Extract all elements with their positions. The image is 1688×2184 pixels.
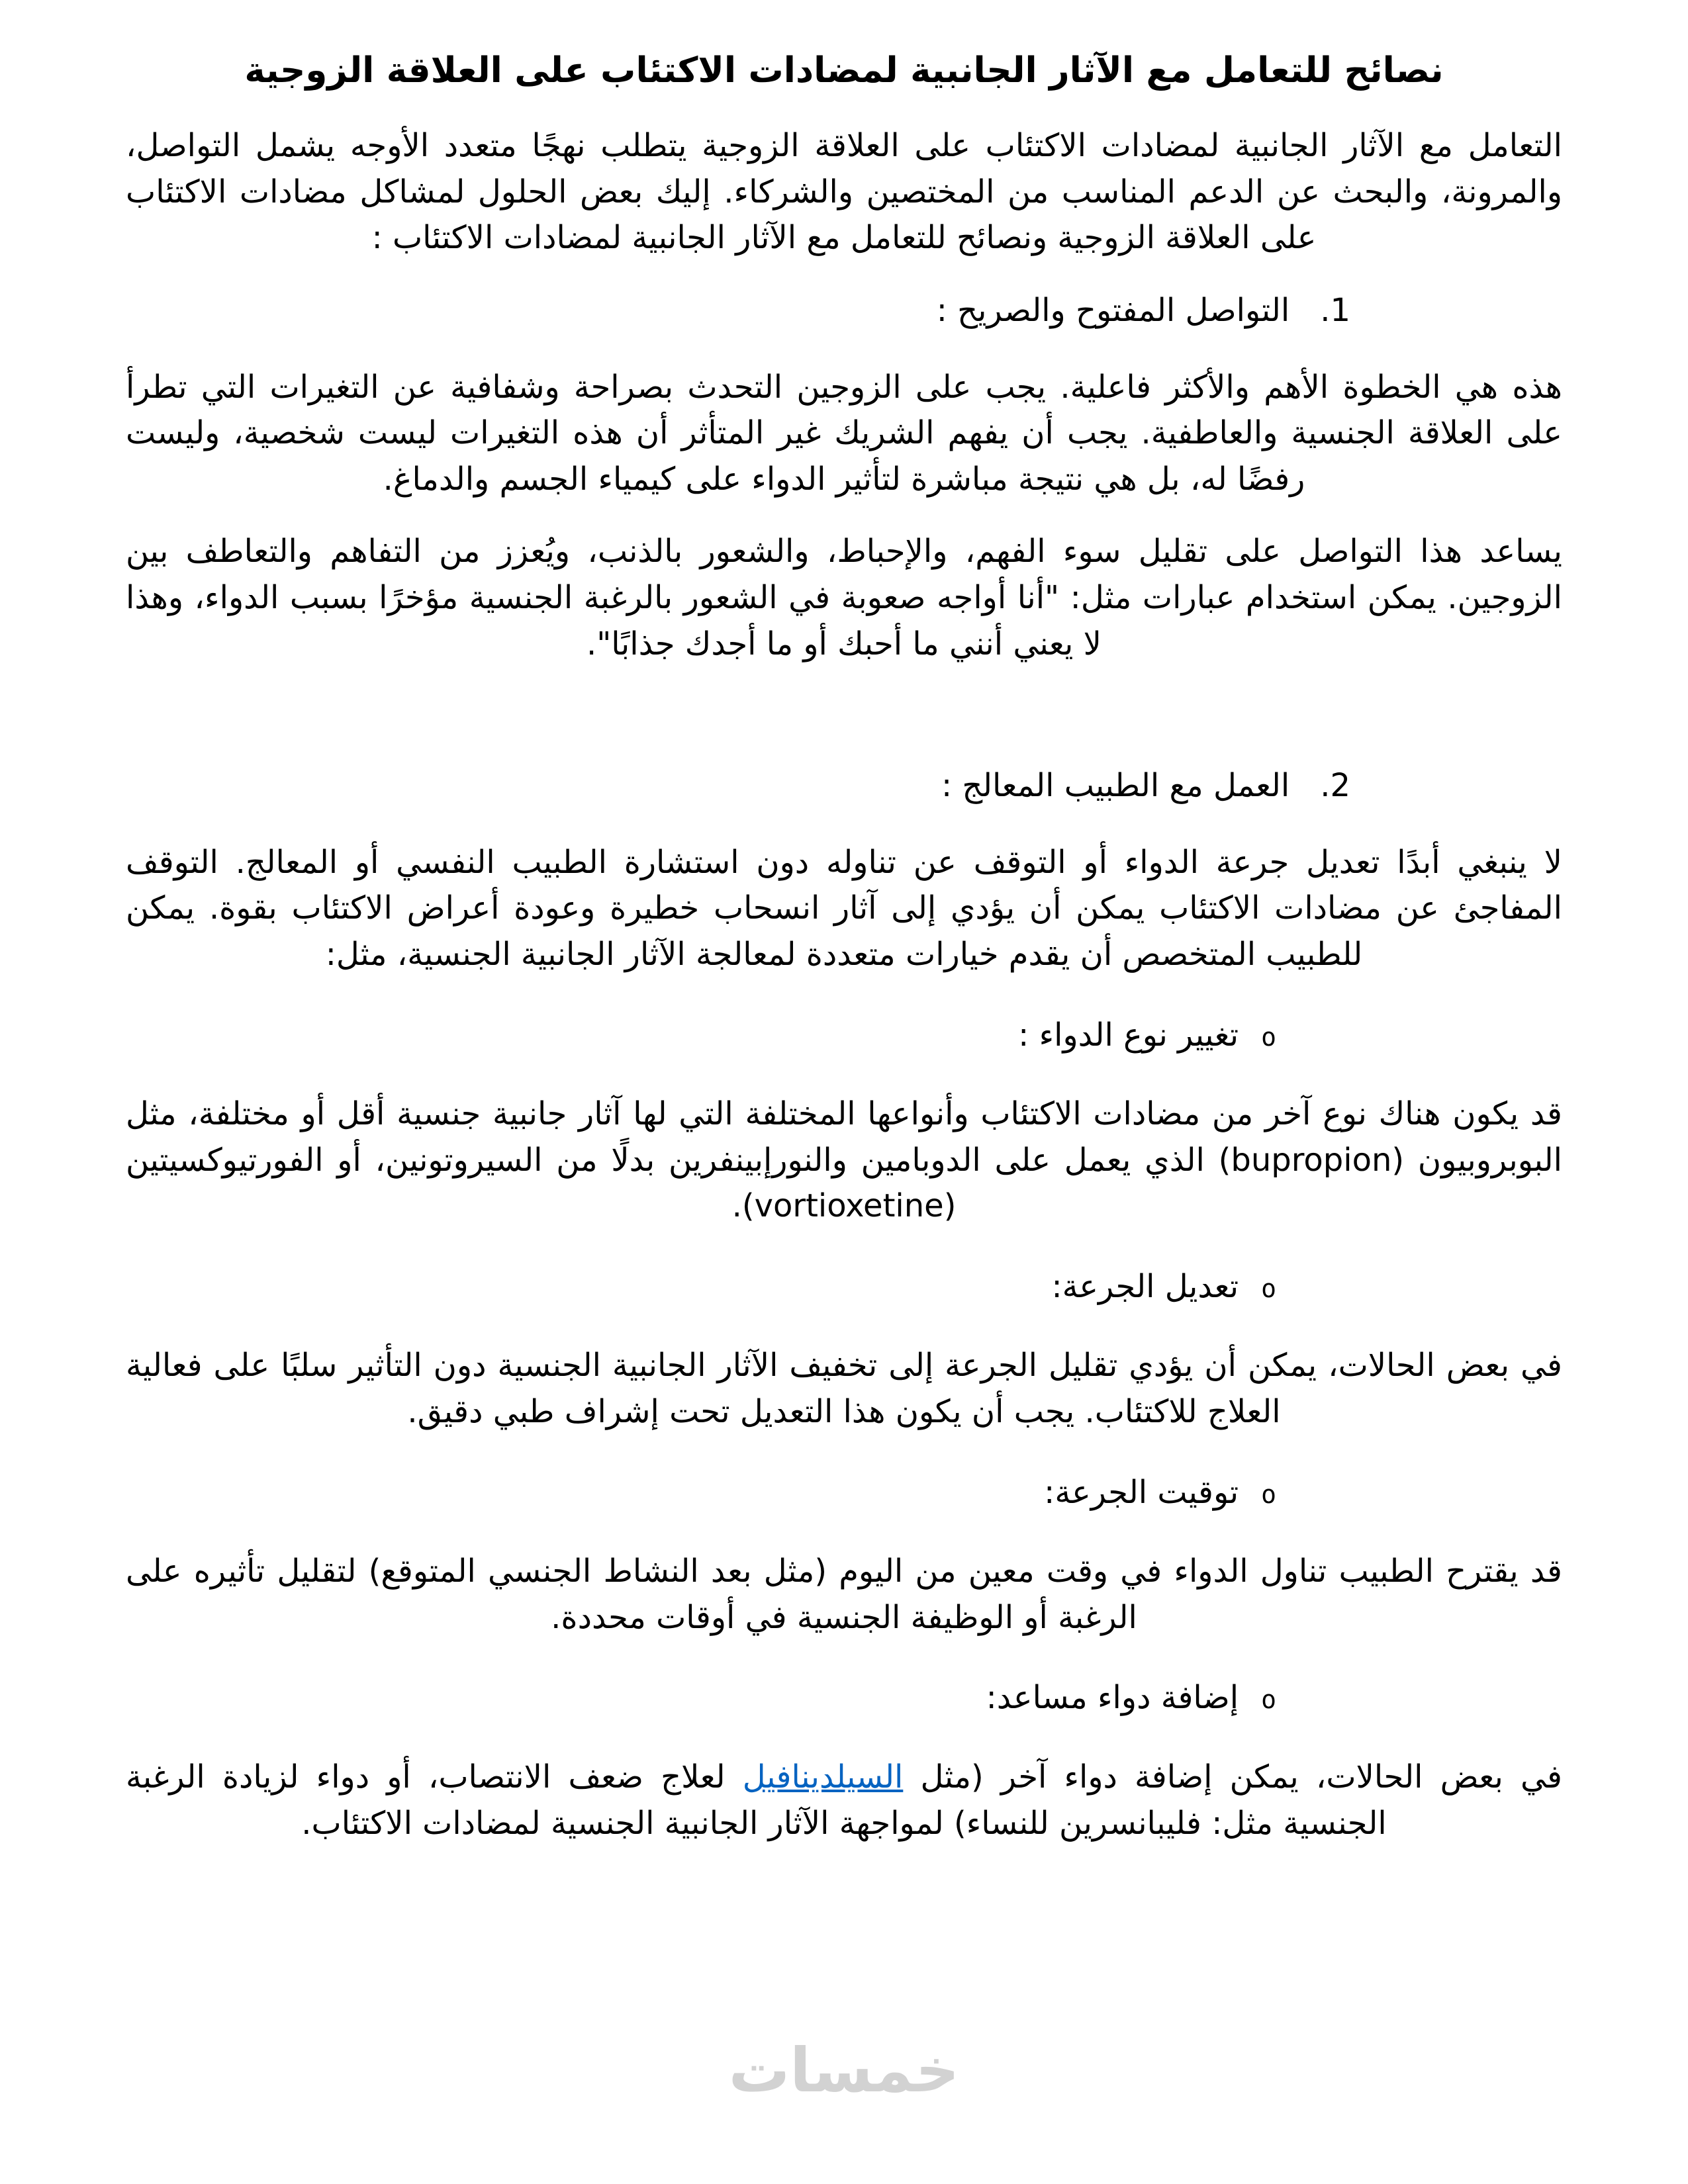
- subsection-add-helper-drug: [126, 1675, 1562, 1846]
- khamsat-watermark-logo: خمسات: [728, 2034, 960, 2106]
- paragraph-text-before-link: في بعض الحالات، يمكن إضافة دواء آخر (مثل: [903, 1758, 1562, 1796]
- section-2-number: 2.: [1320, 767, 1350, 805]
- subsection-heading-text: توقيت الجرعة:: [1044, 1473, 1239, 1511]
- subsection-dose-timing-heading: [126, 1470, 1562, 1516]
- section-1-heading-text: التواصل المفتوح والصريح :: [936, 291, 1290, 329]
- subsection-dose-timing-paragraph: قد يقترح الطبيب تناول الدواء في وقت معين من اليوم (مثل بعد النشاط الجنسي المتوقع) لتقليل تأثيره على الرغبة أو الوظيفة الجنسية في أوقات محددة.: [126, 1553, 1562, 1636]
- subsection-heading-text: تعديل الجرعة:: [1051, 1267, 1239, 1305]
- section-2-paragraph-1: لا ينبغي أبدًا تعديل جرعة الدواء أو التوقف عن تناوله دون استشارة الطبيب النفسي أو المعالج. التوقف المفاجئ عن مضادات الاكتئاب يمكن أن يؤدي إلى آثار انسحاب خطيرة وعودة أعراض الاكتئاب بقوة. يمكن للطبيب المتخصص أن يقدم خيارات متعددة لمعالجة الآثار الجانبية الجنسية، مثل:: [126, 843, 1562, 973]
- subsection-heading-text: تغيير نوع الدواء :: [1018, 1016, 1239, 1054]
- bullet-marker-icon: o: [1261, 1685, 1276, 1715]
- subsection-adjust-dose: [126, 1264, 1562, 1435]
- section-1-heading: [126, 288, 1562, 334]
- subsection-change-medication-heading: [126, 1013, 1562, 1059]
- subsection-adjust-dose-heading: [126, 1264, 1562, 1310]
- intro-paragraph: التعامل مع الآثار الجانبية لمضادات الاكتئاب على العلاقة الزوجية يتطلب نهجًا متعدد الأوجه يشمل التواصل، والمرونة، والبحث عن الدعم المناسب من المختصين والشركاء. إليك بعض الحلول لمشاكل مضادات الاكتئاب على العلاقة الزوجية ونصائح للتعامل مع الآثار الجانبية لمضادات الاكتئاب :: [126, 127, 1562, 257]
- section-1-paragraph-1: هذه هي الخطوة الأهم والأكثر فاعلية. يجب على الزوجين التحدث بصراحة وشفافية عن التغيرات التي تطرأ على العلاقة الجنسية والعاطفية. يجب أن يفهم الشريك غير المتأثر أن هذه التغيرات ليست شخصية، وليست رفضًا له، بل هي نتيجة مباشرة لتأثير الدواء على كيمياء الجسم والدماغ.: [126, 368, 1562, 498]
- bullet-marker-icon: o: [1261, 1022, 1276, 1052]
- section-2: [126, 763, 1562, 1846]
- paragraph-text-after-link: لعلاج ضعف الانتصاب، أو دواء لزيادة الرغبة الجنسية مثل: فليبانسرين للنساء) لمواجهة الآثار الجانبية الجنسية لمضادات الاكتئاب.: [126, 1758, 1387, 1842]
- section-1: [126, 288, 1562, 667]
- subsection-add-helper-drug-heading: [126, 1675, 1562, 1721]
- subsection-change-medication: [126, 1013, 1562, 1230]
- subsection-change-medication-paragraph: قد يكون هناك نوع آخر من مضادات الاكتئاب وأنواعها المختلفة التي لها آثار جانبية جنسية أقل أو مختلفة، مثل البوبروبيون (bupropion) الذي يعمل على الدوبامين والنورإبينفرين بدلًا من السيروتونين، أو الفورتيوكسيتين (vortioxetine).: [126, 1095, 1562, 1225]
- subsection-dose-timing: [126, 1470, 1562, 1641]
- subsection-add-helper-drug-paragraph: [126, 1754, 1562, 1846]
- subsection-adjust-dose-paragraph: في بعض الحالات، يمكن أن يؤدي تقليل الجرعة إلى تخفيف الآثار الجانبية الجنسية دون التأثير سلبًا على فعالية العلاج للاكتئاب. يجب أن يكون هذا التعديل تحت إشراف طبي دقيق.: [126, 1347, 1562, 1431]
- bullet-marker-icon: o: [1261, 1273, 1276, 1303]
- section-1-number: 1.: [1320, 291, 1350, 329]
- section-2-heading-text: العمل مع الطبيب المعالج :: [941, 767, 1290, 805]
- section-2-heading: [126, 763, 1562, 809]
- document-title: نصائح للتعامل مع الآثار الجانبية لمضادات الاكتئاب على العلاقة الزوجية: [244, 50, 1444, 91]
- bullet-marker-icon: o: [1261, 1479, 1276, 1509]
- section-1-paragraph-2: يساعد هذا التواصل على تقليل سوء الفهم، والإحباط، والشعور بالذنب، ويُعزز من التفاهم والتعاطف بين الزوجين. يمكن استخدام عبارات مثل: "أنا أواجه صعوبة في الشعور بالرغبة الجنسية مؤخرًا بسبب الدواء، وهذا لا يعني أنني ما أحبك أو ما أجدك جذابًا".: [126, 533, 1562, 662]
- sildenafil-link[interactable]: السيلدينافيل: [742, 1758, 904, 1796]
- subsection-heading-text: إضافة دواء مساعد:: [986, 1679, 1239, 1717]
